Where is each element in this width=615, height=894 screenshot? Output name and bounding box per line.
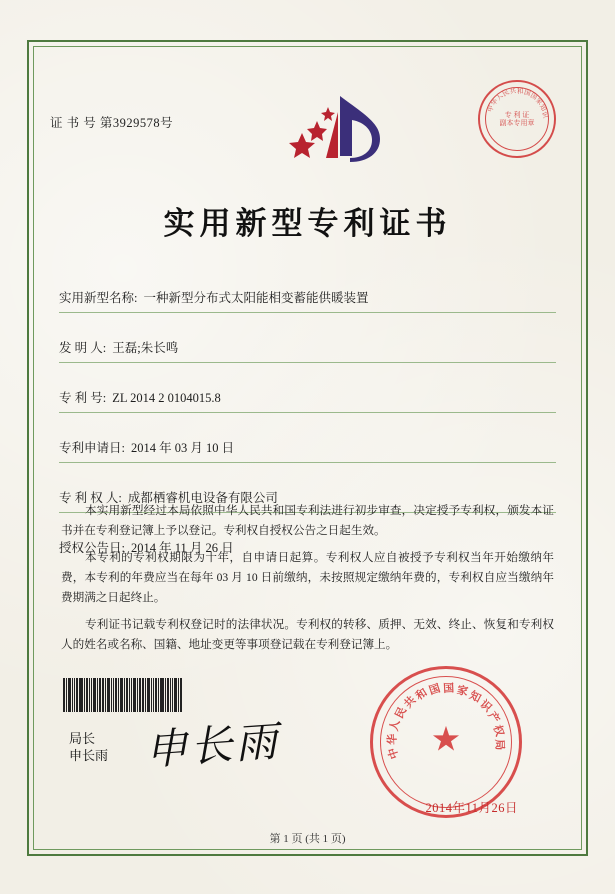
patent-office-logo-icon bbox=[280, 90, 390, 170]
office-title: 局长 bbox=[69, 731, 96, 746]
field-label: 实用新型名称: bbox=[59, 291, 138, 305]
official-seal-arc: 中 华 人 民 共 和 国 国 家 知 识 产 权 局 bbox=[385, 681, 507, 761]
field-value: 一种新型分布式太阳能相变蓄能供暖装置 bbox=[143, 291, 369, 305]
field-row-inventor bbox=[59, 313, 556, 363]
field-value: 2014 年 11 月 26 日 bbox=[130, 541, 234, 555]
secondary-seal-center-text: 专 利 证 副本专用章 bbox=[499, 111, 535, 127]
legal-text bbox=[61, 501, 554, 662]
seal-star-icon: ★ bbox=[430, 721, 462, 759]
page-title: 实用新型专利证书 bbox=[163, 206, 452, 242]
paragraph: 本实用新型经过本局依照中华人民共和国专利法进行初步审查，决定授予专利权，颁发本证书并在专利登记簿上予以登记。专利权自授权公告之日起生效。 bbox=[61, 504, 554, 537]
field-row-name bbox=[59, 263, 556, 313]
secondary-seal bbox=[478, 80, 556, 158]
field-value: 2014 年 03 月 10 日 bbox=[130, 441, 235, 455]
paragraph: 专利证书记载专利权登记时的法律状况。专利权的转移、质押、无效、终止、恢复和专利权人的姓名或名称、国籍、地址变更等事项登记载在专利登记簿上。 bbox=[61, 618, 554, 651]
certificate-number: 证 书 号 第3929578号 bbox=[50, 116, 174, 130]
paragraph: 本专利的专利权期限为十年，自申请日起算。专利权人应自被授予专利权当年开始缴纳年费，本专利的年费应当在每年 03 月 10 日前缴纳，未按照规定缴纳年费的，专利权自应当缴纳年费期满之日起终止。 bbox=[61, 551, 554, 604]
field-label: 专 利 号: bbox=[59, 391, 107, 405]
field-label: 专利申请日: bbox=[59, 441, 125, 455]
official-seal bbox=[370, 666, 522, 818]
field-row-application-date bbox=[59, 413, 556, 463]
office-holder-name: 申长雨 bbox=[69, 748, 109, 763]
certificate-content bbox=[45, 58, 570, 845]
field-value: 成都栖睿机电设备有限公司 bbox=[127, 491, 278, 505]
page-footer: 第 1 页 (共 1 页) bbox=[269, 833, 346, 845]
field-value: ZL 2014 2 0104015.8 bbox=[112, 391, 221, 405]
barcode bbox=[63, 678, 183, 712]
handwritten-signature: 申长雨 bbox=[143, 716, 282, 775]
field-value: 王磊;朱长鸣 bbox=[112, 341, 179, 355]
seal-date: 2014年11月26日 bbox=[425, 801, 518, 815]
field-row-patent-number bbox=[59, 363, 556, 413]
field-label: 专 利 权 人: bbox=[59, 491, 122, 505]
field-label: 发 明 人: bbox=[59, 341, 107, 355]
secondary-seal-arc: 中 华 人 民 共 和 国 国 家 知 识 bbox=[487, 87, 549, 120]
signature-label bbox=[69, 730, 108, 764]
field-label: 授权公告日: bbox=[59, 541, 125, 555]
